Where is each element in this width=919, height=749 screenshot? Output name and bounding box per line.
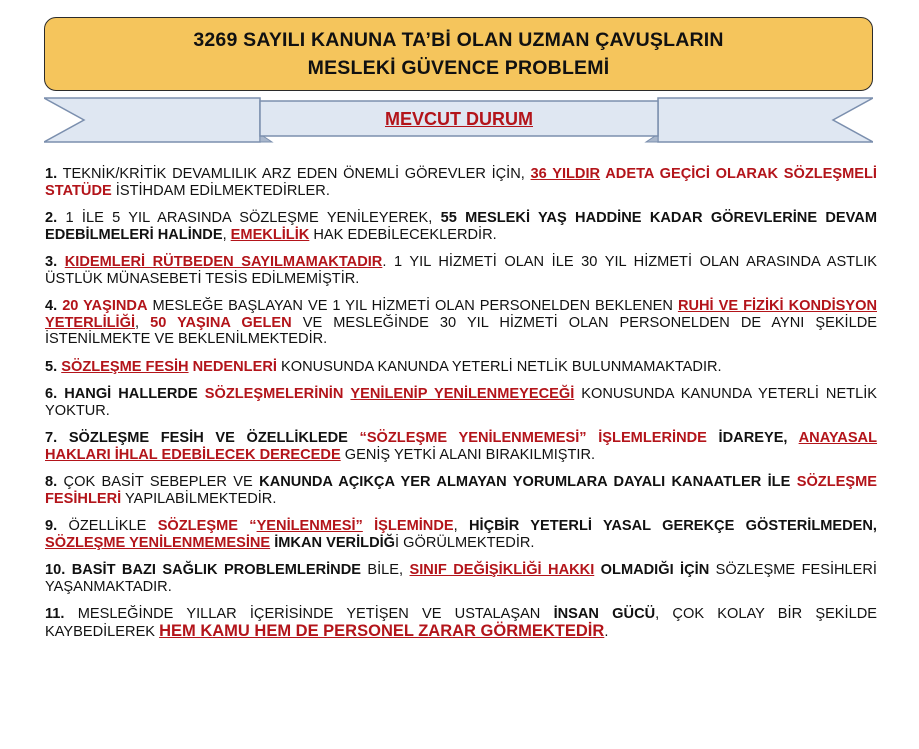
list-item bbox=[45, 518, 877, 551]
problem-list bbox=[45, 166, 877, 651]
item-text-segment: HANGİ HALLERDE bbox=[57, 386, 205, 402]
item-text-segment bbox=[57, 254, 65, 270]
item-text-segment: SÖZLEŞME FESİHLERİ bbox=[45, 474, 877, 507]
item-text-segment: , bbox=[135, 314, 151, 331]
item-text-segment: KONUSUNDA KANUNDA YETERLİ NETLİK BULUNMAMAKTADIR. bbox=[276, 358, 722, 375]
list-item bbox=[45, 166, 877, 199]
item-text-segment: İMKAN VERİLDİĞ bbox=[270, 534, 396, 551]
item-text-segment: SÖZLEŞMELERİNİN bbox=[204, 386, 344, 402]
item-text-segment: SÖZLEŞME “ bbox=[157, 518, 257, 534]
item-text-segment: KONUSUNDA KANUNDA YETERLİ NETLİK YOKTUR. bbox=[45, 386, 878, 419]
item-text-segment: EMEKLİLİK bbox=[230, 226, 310, 243]
item-text-segment: SÖZLEŞME FESİH VE ÖZELLİKLEDE bbox=[57, 430, 360, 446]
item-text-segment: ÖZELLİKLE bbox=[57, 518, 158, 534]
item-text-segment: ANAYASAL HAKLARI İHLAL EDEBİLECEK DERECEDE bbox=[45, 430, 878, 463]
item-text-segment: , bbox=[222, 226, 231, 243]
item-text-segment: ÇOK BASİT SEBEPLER VE bbox=[57, 474, 260, 490]
ribbon-left-tail bbox=[44, 98, 260, 142]
item-text-segment: KIDEMLERİ RÜTBEDEN SAYILMAMAKTADIR bbox=[64, 254, 383, 270]
item-number: 11. bbox=[45, 606, 65, 622]
item-text-segment: RUHİ VE FİZİKİ KONDİSYON YETERLİLİĞİ bbox=[45, 298, 877, 331]
item-text-segment: 50 YAŞINA GELEN bbox=[150, 314, 292, 331]
item-text-segment: SÖZLEŞME FESİHLERİ YAŞANMAKTADIR. bbox=[45, 562, 877, 595]
item-text-segment: İ GÖRÜLMEKTEDİR. bbox=[395, 534, 535, 551]
item-number: 8. bbox=[45, 474, 58, 490]
item-number: 9. bbox=[45, 518, 58, 534]
list-item bbox=[45, 386, 877, 419]
item-number: 7. bbox=[45, 430, 58, 446]
item-text-segment: GENİŞ YETKİ ALANI BIRAKILMIŞTIR. bbox=[340, 446, 596, 463]
banner-label: MEVCUT DURUM bbox=[385, 108, 533, 129]
item-number: 2. bbox=[45, 210, 58, 226]
item-number: 1. bbox=[45, 166, 58, 182]
item-text-segment: . 1 YIL HİZMETİ OLAN İLE 30 YIL HİZMETİ OLAN ARASINDA ASTLIK ÜSTLÜK MÜNASEBETİ TESİS EDİLMEMİŞTİR. bbox=[45, 254, 877, 287]
title-line-2: MESLEKİ GÜVENCE PROBLEMİ bbox=[307, 57, 610, 79]
item-text-segment: , bbox=[453, 518, 469, 534]
item-text-segment: 1 İLE 5 YIL ARASINDA SÖZLEŞME YENİLEYEREK, bbox=[57, 210, 441, 226]
list-item bbox=[45, 562, 877, 595]
item-text-segment: İŞLEMİNDE bbox=[362, 518, 454, 534]
list-item bbox=[45, 254, 877, 287]
item-text-segment: VE MESLEĞİNDE 30 YIL HİZMETİ OLAN PERSONELDEN DE AYNI ŞEKİLDE İSTENİLMEKTE VE BEKLENİLMEKTEDİR. bbox=[45, 314, 878, 347]
item-text-segment: OLMADIĞI İÇİN bbox=[594, 562, 710, 578]
item-text-segment: . bbox=[604, 623, 609, 640]
item-text-segment: MESLEĞE BAŞLAYAN VE 1 YIL HİZMETİ OLAN PERSONELDEN BEKLENEN bbox=[147, 298, 678, 314]
title-line-1: 3269 SAYILI KANUNA TA’Bİ OLAN UZMAN ÇAVUŞLARIN bbox=[193, 29, 724, 51]
item-text-segment: HAK EDEBİLECEKLERDİR. bbox=[309, 226, 497, 243]
title-box bbox=[44, 17, 873, 91]
item-text-segment: HEM KAMU HEM DE PERSONEL ZARAR GÖRMEKTEDİR bbox=[159, 621, 605, 640]
list-item bbox=[45, 606, 877, 640]
item-text-segment: HİÇBİR YETERLİ YASAL GEREKÇE GÖSTERİLMEDEN, bbox=[468, 518, 877, 534]
item-text-segment: , ÇOK KOLAY BİR ŞEKİLDE KAYBEDİLEREK bbox=[45, 606, 877, 640]
item-text-segment: SINIF DEĞİŞİKLİĞİ HAKKI bbox=[409, 562, 595, 578]
item-text-segment: YENİLENMESİ” bbox=[256, 518, 363, 534]
item-text-segment: 20 YAŞINDA bbox=[62, 298, 148, 314]
list-item bbox=[45, 359, 877, 376]
item-text-segment: İNSAN GÜCÜ bbox=[553, 606, 656, 622]
item-text-segment: YENİLENİP YENİLENMEYECEĞİ bbox=[350, 386, 575, 402]
item-number: 10. bbox=[45, 562, 66, 578]
item-number: 6. bbox=[45, 386, 58, 402]
item-number: 4. bbox=[45, 298, 58, 314]
item-number: 5. bbox=[45, 358, 58, 375]
item-text-segment: İSTİHDAM EDİLMEKTEDİRLER. bbox=[111, 182, 330, 199]
list-item bbox=[45, 210, 877, 243]
item-text-segment: BİLE, bbox=[360, 562, 410, 578]
item-number: 3. bbox=[45, 254, 58, 270]
item-text-segment: SÖZLEŞME YENİLENMEMESİNE bbox=[45, 534, 271, 551]
list-item bbox=[45, 430, 877, 463]
list-item bbox=[45, 474, 877, 507]
item-text-segment: MESLEĞİNDE YILLAR İÇERİSİNDE YETİŞEN VE USTALAŞAN bbox=[64, 606, 554, 622]
item-text-segment: ADETA GEÇİCİ OLARAK SÖZLEŞMELİ STATÜDE bbox=[45, 166, 877, 199]
item-text-segment: TEKNİK/KRİTİK DEVAMLILIK ARZ EDEN ÖNEMLİ GÖREVLER İÇİN, bbox=[57, 166, 531, 182]
ribbon-right-tail bbox=[658, 98, 873, 142]
item-text-segment: BASİT BAZI SAĞLIK PROBLEMLERİNDE bbox=[65, 562, 361, 578]
item-text-segment: 36 YILDIR bbox=[530, 166, 601, 182]
item-text-segment: İDAREYE, bbox=[706, 430, 799, 446]
item-text-segment: 55 MESLEKİ YAŞ HADDİNE KADAR GÖREVLERİNE DEVAM EDEBİLMELERİ HALİNDE bbox=[45, 210, 877, 243]
list-item bbox=[45, 298, 877, 348]
item-text-segment: KANUNDA AÇIKÇA YER ALMAYAN YORUMLARA DAYALI KANAATLER İLE bbox=[259, 474, 797, 490]
item-text-segment: YAPILABİLMEKTEDİR. bbox=[121, 490, 277, 507]
item-text-segment: NEDENLERİ bbox=[188, 358, 277, 375]
item-text-segment: SÖZLEŞME FESİH bbox=[61, 358, 189, 375]
item-text-segment: “SÖZLEŞME YENİLENMEMESİ” İŞLEMLERİNDE bbox=[359, 430, 707, 446]
